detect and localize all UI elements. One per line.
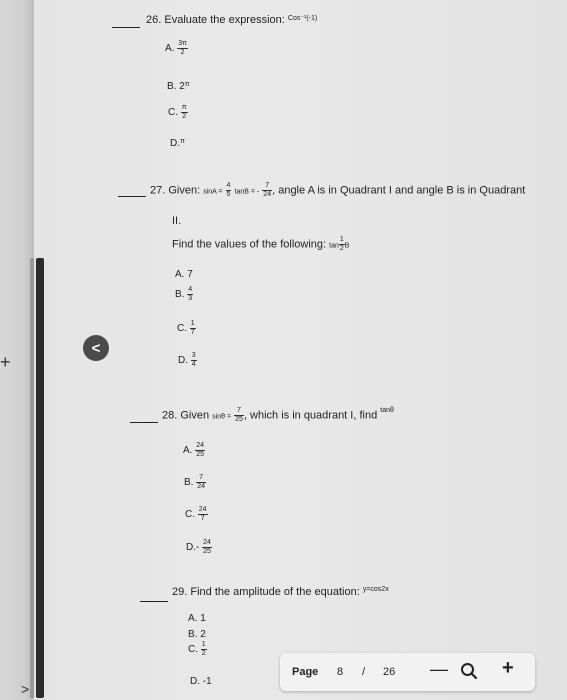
answer-blank-28[interactable]	[130, 422, 158, 423]
option-letter: C.	[168, 107, 178, 119]
fraction	[187, 286, 193, 303]
left-margin	[0, 0, 34, 700]
option-26-b[interactable]	[167, 81, 190, 92]
page-label: Page	[292, 666, 319, 678]
question-text: , angle A is in Quadrant I and angle B is in Quadrant	[272, 184, 526, 197]
denominator: 2	[180, 49, 185, 56]
denominator: 25	[235, 416, 243, 423]
fraction	[190, 320, 196, 337]
page-toolbar	[280, 653, 535, 691]
option-letter: D.	[170, 138, 180, 149]
option-letter: A.	[188, 613, 198, 624]
numerator: 7	[262, 182, 272, 191]
fraction	[262, 182, 272, 199]
denominator: 2	[201, 650, 206, 657]
find-text: Find the values of the following:	[172, 238, 327, 251]
numerator: 24	[198, 506, 207, 513]
find-line-27	[172, 236, 349, 253]
find-expr: tanθ	[380, 407, 394, 414]
denominator: 7	[200, 515, 205, 522]
option-28-d[interactable]	[186, 539, 212, 556]
page-separator: /	[362, 666, 366, 678]
base: 2	[179, 81, 185, 92]
option-letter: D.	[186, 542, 196, 554]
question-27	[150, 182, 525, 199]
binding-edge	[30, 258, 34, 698]
option-letter: C.	[185, 509, 195, 521]
numerator: π	[181, 104, 187, 111]
question-number: 28.	[162, 409, 178, 422]
denominator: 25	[203, 548, 211, 555]
question-text: Find the amplitude of the equation:	[190, 586, 360, 598]
question-number: 29.	[172, 586, 188, 598]
denominator: 24	[263, 191, 272, 198]
numerator: 3	[191, 352, 196, 359]
fraction	[181, 104, 188, 121]
denominator: 2	[182, 113, 187, 120]
fraction	[196, 474, 206, 491]
find-var: B	[344, 242, 350, 250]
given-label: Given:	[168, 184, 201, 197]
option-27-d[interactable]	[178, 352, 197, 369]
fraction	[234, 407, 244, 424]
question-text: Evaluate the expression:	[164, 14, 285, 26]
quadrant-text: II.	[172, 215, 182, 227]
option-value: -1	[202, 676, 212, 687]
option-letter: A.	[183, 445, 193, 457]
zoom-search-icon[interactable]	[460, 662, 478, 680]
sin-a: sinA =	[203, 188, 223, 196]
option-29-d[interactable]	[190, 676, 212, 687]
option-28-b[interactable]	[184, 474, 206, 491]
sin-theta: sinθ =	[212, 413, 232, 421]
option-29-b[interactable]	[188, 629, 206, 640]
option-28-a[interactable]	[183, 442, 205, 459]
option-26-d[interactable]	[170, 138, 185, 149]
numerator: 3π	[178, 40, 187, 47]
numerator: 24	[196, 442, 205, 449]
numerator: 7	[234, 407, 244, 416]
numerator: 1	[339, 236, 344, 243]
denominator: 5	[226, 191, 231, 198]
expression: y=cos2x	[362, 586, 389, 593]
option-letter: A.	[165, 43, 175, 55]
plus-icon[interactable]: +	[0, 352, 11, 372]
negative-sign: -	[196, 542, 200, 554]
denominator: 24	[197, 483, 206, 490]
fraction	[198, 506, 208, 523]
fraction	[191, 352, 197, 369]
numerator: 4	[188, 286, 193, 293]
expression: Cos⁻¹(-1)	[287, 15, 318, 22]
option-letter: D.	[178, 355, 188, 367]
denominator: 3	[188, 295, 193, 302]
option-letter: C.	[177, 323, 187, 335]
numerator: 4	[226, 182, 231, 189]
option-letter: D.	[190, 676, 200, 687]
question-26	[146, 14, 317, 26]
find-expr: tan	[329, 242, 339, 250]
exponent: π	[180, 138, 185, 145]
chevron-right-icon[interactable]: >	[21, 681, 30, 697]
option-27-b[interactable]	[175, 286, 193, 303]
chevron-left-icon: <	[91, 339, 101, 357]
fraction	[226, 182, 232, 199]
fraction	[202, 539, 212, 556]
numerator: 7	[196, 474, 206, 483]
question-29	[172, 586, 389, 598]
option-29-c[interactable]	[188, 641, 207, 658]
option-value: 1	[200, 613, 206, 624]
option-letter: B.	[167, 81, 177, 92]
denominator: 25	[196, 451, 205, 458]
question-28	[162, 407, 394, 424]
numerator: 24	[203, 539, 211, 546]
exponent: π	[184, 81, 190, 88]
option-26-c[interactable]	[168, 104, 188, 121]
option-27-c[interactable]	[177, 320, 196, 337]
page-total: 26	[383, 666, 396, 678]
answer-blank-26[interactable]	[112, 27, 140, 28]
zoom-out-button[interactable]: —	[430, 659, 448, 679]
option-letter: B.	[188, 629, 198, 640]
denominator: 4	[191, 361, 196, 368]
question-number: 27.	[150, 184, 166, 197]
numerator: 1	[201, 641, 206, 648]
denominator: 2	[339, 245, 344, 252]
option-29-a[interactable]	[188, 613, 206, 624]
zoom-in-button[interactable]: +	[502, 657, 514, 679]
given-text: Given	[180, 409, 210, 422]
answer-blank-27[interactable]	[118, 196, 146, 197]
option-26-a[interactable]	[165, 40, 188, 57]
option-value: 2	[200, 629, 206, 640]
page-current[interactable]: 8	[337, 666, 344, 678]
answer-blank-29[interactable]	[140, 601, 168, 602]
binding-strip	[36, 258, 44, 698]
fraction	[177, 40, 188, 57]
fraction	[201, 641, 207, 658]
option-letter: B.	[184, 477, 194, 489]
option-letter: A.	[175, 269, 185, 280]
numerator: 1	[190, 320, 195, 327]
question-text: , which is in quadrant I, find	[243, 409, 378, 422]
option-28-c[interactable]	[185, 506, 208, 523]
back-button[interactable]	[83, 335, 109, 361]
tan-b: tanB = -	[234, 188, 260, 196]
option-27-a[interactable]	[175, 269, 193, 280]
option-letter: B.	[175, 289, 185, 301]
option-letter: C.	[188, 644, 198, 656]
denominator: 7	[190, 329, 195, 336]
question-number: 26.	[146, 14, 162, 26]
option-value: 7	[187, 269, 193, 280]
fraction	[195, 442, 205, 459]
